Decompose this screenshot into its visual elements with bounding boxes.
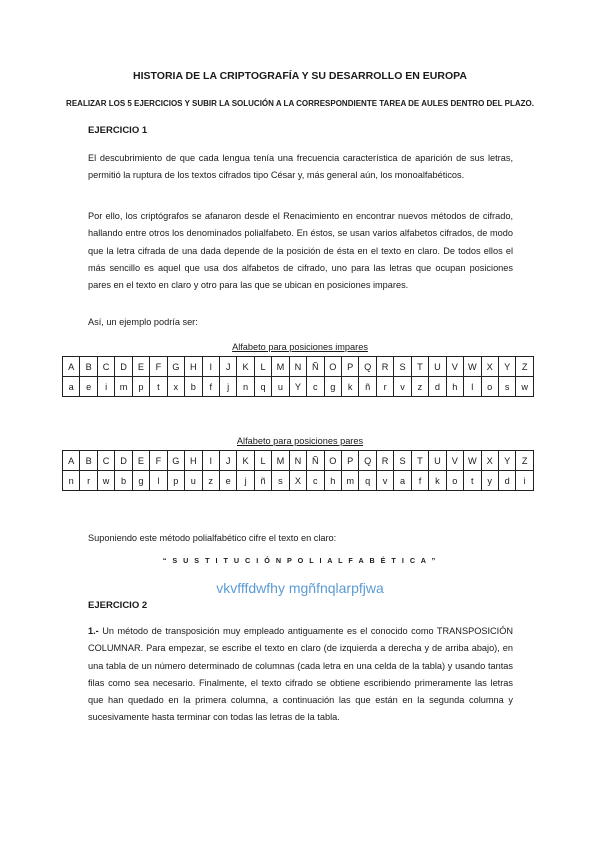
even-positions-table — [62, 450, 534, 491]
cipher-letter-cell: j — [219, 377, 236, 397]
plain-letter-cell: O — [324, 451, 341, 471]
plain-letter-cell: J — [219, 357, 236, 377]
exercise-2-paragraph — [88, 623, 513, 727]
plain-letter-cell: T — [411, 451, 428, 471]
plain-letter-cell: R — [376, 451, 393, 471]
plain-letter-cell: N — [289, 357, 306, 377]
plaintext-to-encrypt: “ S U S T I T U C I Ó N P O L I A L F A B É T I C A ” — [162, 556, 438, 565]
cipher-letter-cell: z — [202, 471, 219, 491]
cipher-letter-cell: p — [132, 377, 149, 397]
table-row-plain — [63, 357, 534, 377]
table-row-cipher — [63, 471, 534, 491]
table-row-plain — [63, 451, 534, 471]
plain-letter-cell: B — [80, 451, 97, 471]
plain-letter-cell: D — [115, 357, 132, 377]
cipher-letter-cell: q — [359, 471, 376, 491]
cipher-letter-cell: q — [254, 377, 271, 397]
plain-letter-cell: K — [237, 357, 254, 377]
plain-letter-cell: U — [429, 451, 446, 471]
cipher-letter-cell: w — [97, 471, 114, 491]
plain-letter-cell: Ñ — [307, 357, 324, 377]
plain-letter-cell: X — [481, 357, 498, 377]
cipher-letter-cell: o — [481, 377, 498, 397]
plain-letter-cell: X — [481, 451, 498, 471]
plain-letter-cell: W — [464, 451, 481, 471]
plain-letter-cell: N — [289, 451, 306, 471]
cipher-letter-cell: i — [516, 471, 534, 491]
plain-letter-cell: J — [219, 451, 236, 471]
plain-letter-cell: T — [411, 357, 428, 377]
plain-letter-cell: I — [202, 451, 219, 471]
cipher-letter-cell: g — [324, 377, 341, 397]
plain-letter-cell: Q — [359, 451, 376, 471]
plain-letter-cell: W — [464, 357, 481, 377]
cipher-letter-cell: d — [498, 471, 515, 491]
cipher-letter-cell: i — [97, 377, 114, 397]
plain-letter-cell: F — [150, 357, 167, 377]
cipher-letter-cell: X — [289, 471, 306, 491]
plain-letter-cell: Y — [498, 357, 515, 377]
instructions-subtitle: REALIZAR LOS 5 EJERCICIOS Y SUBIR LA SOLUCIÓN A LA CORRESPONDIENTE TAREA DE AULES DENTRO DEL PLAZO. — [66, 99, 534, 108]
cipher-letter-cell: c — [307, 377, 324, 397]
cipher-letter-cell: d — [429, 377, 446, 397]
plain-letter-cell: H — [185, 357, 202, 377]
odd-positions-table — [62, 356, 534, 397]
cipher-letter-cell: a — [63, 377, 80, 397]
cipher-letter-cell: f — [202, 377, 219, 397]
plain-letter-cell: Ñ — [307, 451, 324, 471]
answer-ciphertext: vkvfffdwfhy mgñfnqlarpfjwa — [216, 580, 384, 596]
cipher-letter-cell: v — [376, 471, 393, 491]
plain-letter-cell: H — [185, 451, 202, 471]
plain-letter-cell: G — [167, 451, 184, 471]
cipher-letter-cell: m — [115, 377, 132, 397]
cipher-letter-cell: h — [324, 471, 341, 491]
cipher-letter-cell: a — [394, 471, 411, 491]
cipher-letter-cell: k — [342, 377, 359, 397]
cipher-letter-cell: m — [342, 471, 359, 491]
page-title: HISTORIA DE LA CRIPTOGRAFÍA Y SU DESARROLLO EN EUROPA — [133, 70, 467, 82]
exercise-1-heading: EJERCICIO 1 — [88, 125, 148, 136]
cipher-letter-cell: z — [411, 377, 428, 397]
cipher-letter-cell: h — [446, 377, 463, 397]
cipher-letter-cell: t — [150, 377, 167, 397]
cipher-letter-cell: x — [167, 377, 184, 397]
plain-letter-cell: U — [429, 357, 446, 377]
cipher-letter-cell: w — [516, 377, 534, 397]
exercise-1-paragraph-1: El descubrimiento de que cada lengua tenía una frecuencia característica de aparición de sus letras, permitió la ruptura de los textos cifrados tipo César y, más general aún, los monoalfabéticos. — [88, 153, 513, 181]
cipher-letter-cell: j — [237, 471, 254, 491]
plain-letter-cell: C — [97, 357, 114, 377]
cipher-letter-cell: b — [185, 377, 202, 397]
plain-letter-cell: M — [272, 357, 289, 377]
example-intro: Así, un ejemplo podría ser: — [88, 317, 198, 327]
exercise-2-text: Un método de transposición muy empleado antiguamente es el conocido como TRANSPOSICIÓN COLUMNAR. Para empezar, se escribe el texto en claro (de izquierda a derecha y de arriba abajo), en una tabla de un número determinado de columnas (cada letra en una celda de la tabla) y usando tantas filas como sea necesario. Finalmente, el texto cifrado se obtiene escribiendo primeramente las letras que han quedado en la primera columna, a continuación las que están en la segunda columna y sucesivamente hasta terminar con todas las letras de la tabla. — [88, 626, 513, 723]
plain-letter-cell: Z — [516, 357, 534, 377]
exercise-2-heading: EJERCICIO 2 — [88, 600, 148, 611]
cipher-letter-cell: k — [429, 471, 446, 491]
plain-letter-cell: P — [342, 451, 359, 471]
cipher-letter-cell: p — [167, 471, 184, 491]
plain-letter-cell: P — [342, 357, 359, 377]
plain-letter-cell: Q — [359, 357, 376, 377]
plain-letter-cell: L — [254, 451, 271, 471]
plain-letter-cell: Z — [516, 451, 534, 471]
plain-letter-cell: K — [237, 451, 254, 471]
plain-letter-cell: A — [63, 357, 80, 377]
exercise-1-paragraph-2: Por ello, los criptógrafos se afanaron desde el Renacimiento en encontrar nuevos métodos de cifrado, hallando entre otros los denominados polialfabeto. En éstos, se usan varios alfabetos cifrados, de modo que la letra cifrada de una dada depende de la posición de ésta en el texto en claro. De todos ellos el más sencillo es aquel que usa dos alfabetos de cifrado, uno para las letras que ocupan posiciones pares en el texto en claro y otro para las que se ubican en posiciones impares. — [88, 211, 513, 291]
cipher-letter-cell: r — [80, 471, 97, 491]
cipher-letter-cell: n — [237, 377, 254, 397]
plain-letter-cell: G — [167, 357, 184, 377]
cipher-letter-cell: u — [185, 471, 202, 491]
cipher-letter-cell: c — [307, 471, 324, 491]
cipher-letter-cell: v — [394, 377, 411, 397]
plain-letter-cell: B — [80, 357, 97, 377]
instruction-text: Suponiendo este método polialfabético cifre el texto en claro: — [88, 533, 337, 543]
cipher-letter-cell: e — [80, 377, 97, 397]
item-number: 1.- — [88, 626, 99, 636]
even-table-caption: Alfabeto para posiciones pares — [236, 436, 364, 446]
cipher-letter-cell: ñ — [254, 471, 271, 491]
plain-letter-cell: E — [132, 357, 149, 377]
cipher-letter-cell: f — [411, 471, 428, 491]
cipher-letter-cell: e — [219, 471, 236, 491]
plain-letter-cell: E — [132, 451, 149, 471]
plain-letter-cell: F — [150, 451, 167, 471]
plain-letter-cell: S — [394, 451, 411, 471]
cipher-letter-cell: g — [132, 471, 149, 491]
cipher-letter-cell: l — [150, 471, 167, 491]
cipher-letter-cell: l — [464, 377, 481, 397]
plain-letter-cell: V — [446, 451, 463, 471]
plain-letter-cell: Y — [498, 451, 515, 471]
plain-letter-cell: V — [446, 357, 463, 377]
cipher-letter-cell: Y — [289, 377, 306, 397]
cipher-letter-cell: b — [115, 471, 132, 491]
plain-letter-cell: D — [115, 451, 132, 471]
cipher-letter-cell: r — [376, 377, 393, 397]
cipher-letter-cell: o — [446, 471, 463, 491]
plain-letter-cell: A — [63, 451, 80, 471]
plain-letter-cell: M — [272, 451, 289, 471]
plain-letter-cell: S — [394, 357, 411, 377]
plain-letter-cell: L — [254, 357, 271, 377]
plain-letter-cell: R — [376, 357, 393, 377]
cipher-letter-cell: ñ — [359, 377, 376, 397]
cipher-letter-cell: u — [272, 377, 289, 397]
cipher-letter-cell: t — [464, 471, 481, 491]
plain-letter-cell: C — [97, 451, 114, 471]
cipher-letter-cell: y — [481, 471, 498, 491]
table-row-cipher — [63, 377, 534, 397]
plain-letter-cell: O — [324, 357, 341, 377]
odd-table-caption: Alfabeto para posiciones impares — [232, 342, 368, 352]
plain-letter-cell: I — [202, 357, 219, 377]
cipher-letter-cell: n — [63, 471, 80, 491]
cipher-letter-cell: s — [498, 377, 515, 397]
cipher-letter-cell: s — [272, 471, 289, 491]
